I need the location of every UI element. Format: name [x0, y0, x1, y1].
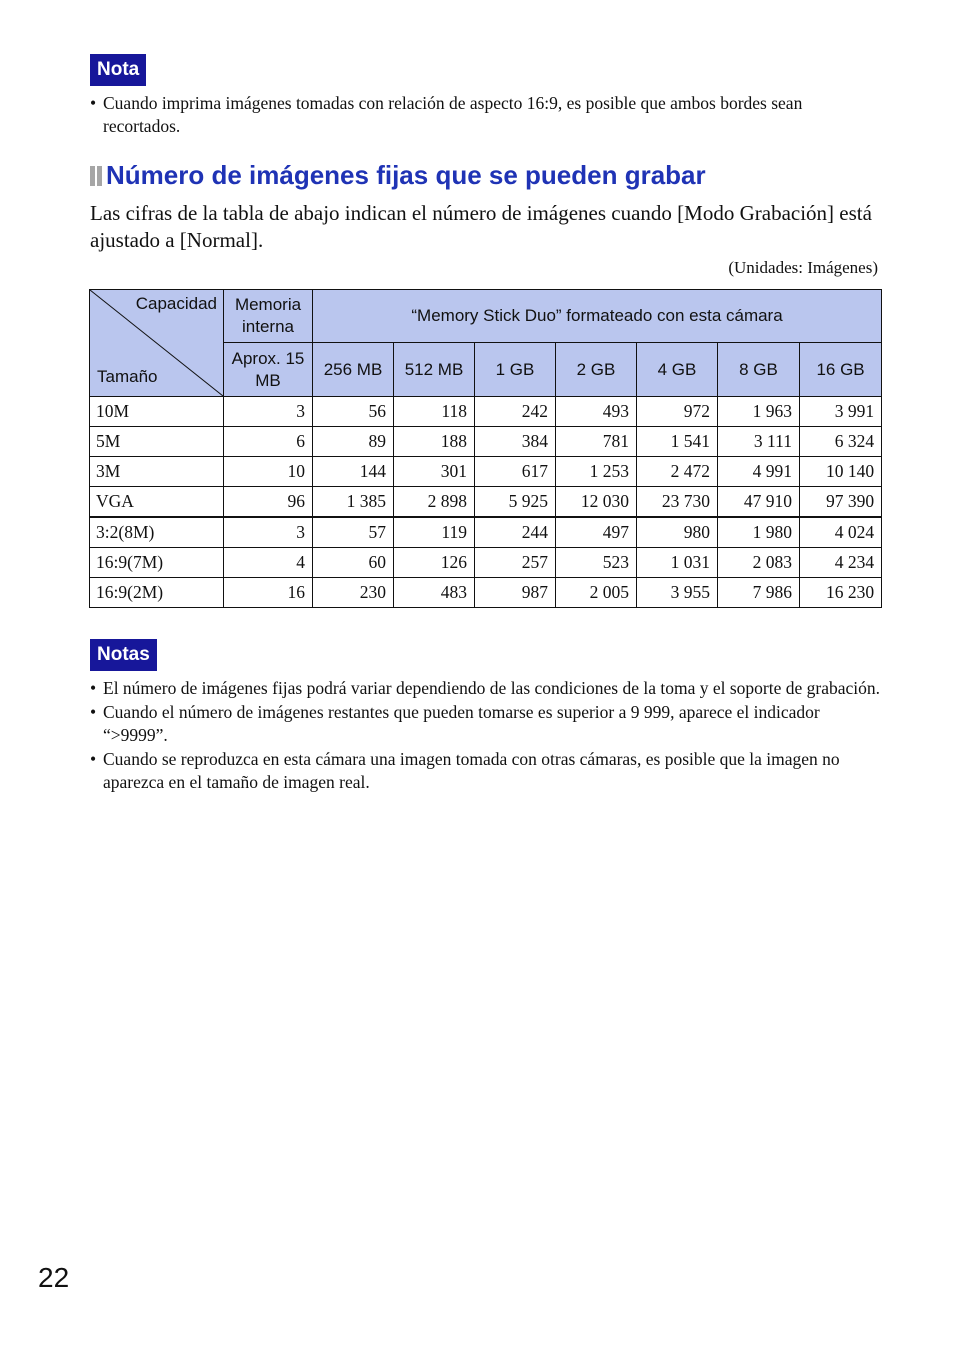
internal-memory-capacity: Aprox. 15 MB	[224, 343, 313, 397]
image-count-cell: 97 390	[800, 487, 882, 518]
image-count-cell: 60	[313, 548, 394, 578]
image-count-cell: 1 031	[637, 548, 718, 578]
image-count-cell: 23 730	[637, 487, 718, 518]
image-count-cell: 6 324	[800, 427, 882, 457]
heading-marker-icon	[90, 166, 102, 186]
image-count-cell: 3	[224, 397, 313, 427]
units-label: (Unidades: Imágenes)	[728, 258, 878, 277]
image-count-cell: 4 991	[718, 457, 800, 487]
image-count-cell: 4	[224, 548, 313, 578]
capacity-header: 8 GB	[718, 343, 800, 397]
image-count-cell: 118	[394, 397, 475, 427]
notes-list	[90, 677, 880, 795]
image-count-cell: 987	[475, 578, 556, 608]
image-count-cell: 1 541	[637, 427, 718, 457]
section-heading	[90, 160, 706, 191]
image-size-cell: 16:9(2M)	[90, 578, 224, 608]
image-count-cell: 2 898	[394, 487, 475, 518]
image-size-cell: VGA	[90, 487, 224, 518]
image-size-cell: 3M	[90, 457, 224, 487]
table-corner-cell	[90, 290, 224, 397]
capacity-header: 4 GB	[637, 343, 718, 397]
capacity-header: 512 MB	[394, 343, 475, 397]
image-count-cell: 3 111	[718, 427, 800, 457]
image-count-cell: 1 963	[718, 397, 800, 427]
image-count-cell: 89	[313, 427, 394, 457]
image-count-cell: 7 986	[718, 578, 800, 608]
image-count-cell: 4 024	[800, 517, 882, 548]
image-count-cell: 617	[475, 457, 556, 487]
image-size-cell: 16:9(7M)	[90, 548, 224, 578]
image-count-cell: 980	[637, 517, 718, 548]
image-count-cell: 96	[224, 487, 313, 518]
table-body	[90, 397, 882, 608]
image-size-cell: 3:2(8M)	[90, 517, 224, 548]
capacity-header: 2 GB	[556, 343, 637, 397]
image-count-cell: 242	[475, 397, 556, 427]
image-count-cell: 12 030	[556, 487, 637, 518]
image-count-cell: 2 005	[556, 578, 637, 608]
image-count-cell: 1 980	[718, 517, 800, 548]
table-row	[90, 487, 882, 518]
image-count-cell: 972	[637, 397, 718, 427]
note-list	[90, 92, 880, 139]
image-count-cell: 5 925	[475, 487, 556, 518]
capacity-header: 16 GB	[800, 343, 882, 397]
capacity-header: 1 GB	[475, 343, 556, 397]
image-size-cell: 10M	[90, 397, 224, 427]
image-count-cell: 230	[313, 578, 394, 608]
table-row	[90, 457, 882, 487]
image-count-cell: 16 230	[800, 578, 882, 608]
table-row	[90, 397, 882, 427]
image-count-cell: 3	[224, 517, 313, 548]
image-count-cell: 47 910	[718, 487, 800, 518]
page-number: 22	[38, 1262, 70, 1293]
memory-stick-header: “Memory Stick Duo” formateado con esta cámara	[313, 290, 882, 343]
internal-memory-header: Memoria interna	[224, 290, 313, 343]
image-count-cell: 493	[556, 397, 637, 427]
image-count-cell: 2 472	[637, 457, 718, 487]
image-count-cell: 781	[556, 427, 637, 457]
corner-size-label: Tamaño	[97, 367, 158, 386]
image-count-cell: 483	[394, 578, 475, 608]
image-count-cell: 497	[556, 517, 637, 548]
corner-capacity-label: Capacidad	[135, 294, 217, 313]
note-label: Nota	[90, 54, 146, 86]
image-count-cell: 57	[313, 517, 394, 548]
image-count-cell: 119	[394, 517, 475, 548]
image-count-cell: 244	[475, 517, 556, 548]
image-count-cell: 384	[475, 427, 556, 457]
image-count-cell: 2 083	[718, 548, 800, 578]
section-intro: Las cifras de la tabla de abajo indican el número de imágenes cuando [Modo Grabación] está ajustado a [Normal].	[90, 201, 872, 252]
notes-item: • Cuando el número de imágenes restantes que pueden tomarse es superior a 9 999, aparece el indicador “>9999”.	[90, 701, 880, 747]
image-count-cell: 144	[313, 457, 394, 487]
image-size-cell: 5M	[90, 427, 224, 457]
table-row	[90, 578, 882, 608]
image-count-cell: 523	[556, 548, 637, 578]
image-count-cell: 301	[394, 457, 475, 487]
capacity-header: 256 MB	[313, 343, 394, 397]
image-count-cell: 1 253	[556, 457, 637, 487]
section-heading-text: Número de imágenes fijas que se pueden grabar	[106, 160, 706, 190]
image-count-cell: 3 955	[637, 578, 718, 608]
image-count-cell: 126	[394, 548, 475, 578]
notes-item: • El número de imágenes fijas podrá variar dependiendo de las condiciones de la toma y el soporte de grabación.	[90, 677, 880, 700]
image-count-cell: 56	[313, 397, 394, 427]
image-count-cell: 4 234	[800, 548, 882, 578]
table-row	[90, 517, 882, 548]
table-row	[90, 427, 882, 457]
capacity-table	[89, 289, 882, 608]
image-count-cell: 3 991	[800, 397, 882, 427]
image-count-cell: 1 385	[313, 487, 394, 518]
notes-item: • Cuando se reproduzca en esta cámara una imagen tomada con otras cámaras, es posible que la imagen no aparezca en el tamaño de imagen real.	[90, 748, 880, 794]
notes-label: Notas	[90, 639, 157, 671]
note-item: • Cuando imprima imágenes tomadas con relación de aspecto 16:9, es posible que ambos bordes sean recortados.	[90, 92, 880, 138]
image-count-cell: 16	[224, 578, 313, 608]
image-count-cell: 188	[394, 427, 475, 457]
image-count-cell: 10	[224, 457, 313, 487]
image-count-cell: 10 140	[800, 457, 882, 487]
image-count-cell: 257	[475, 548, 556, 578]
table-row	[90, 548, 882, 578]
image-count-cell: 6	[224, 427, 313, 457]
